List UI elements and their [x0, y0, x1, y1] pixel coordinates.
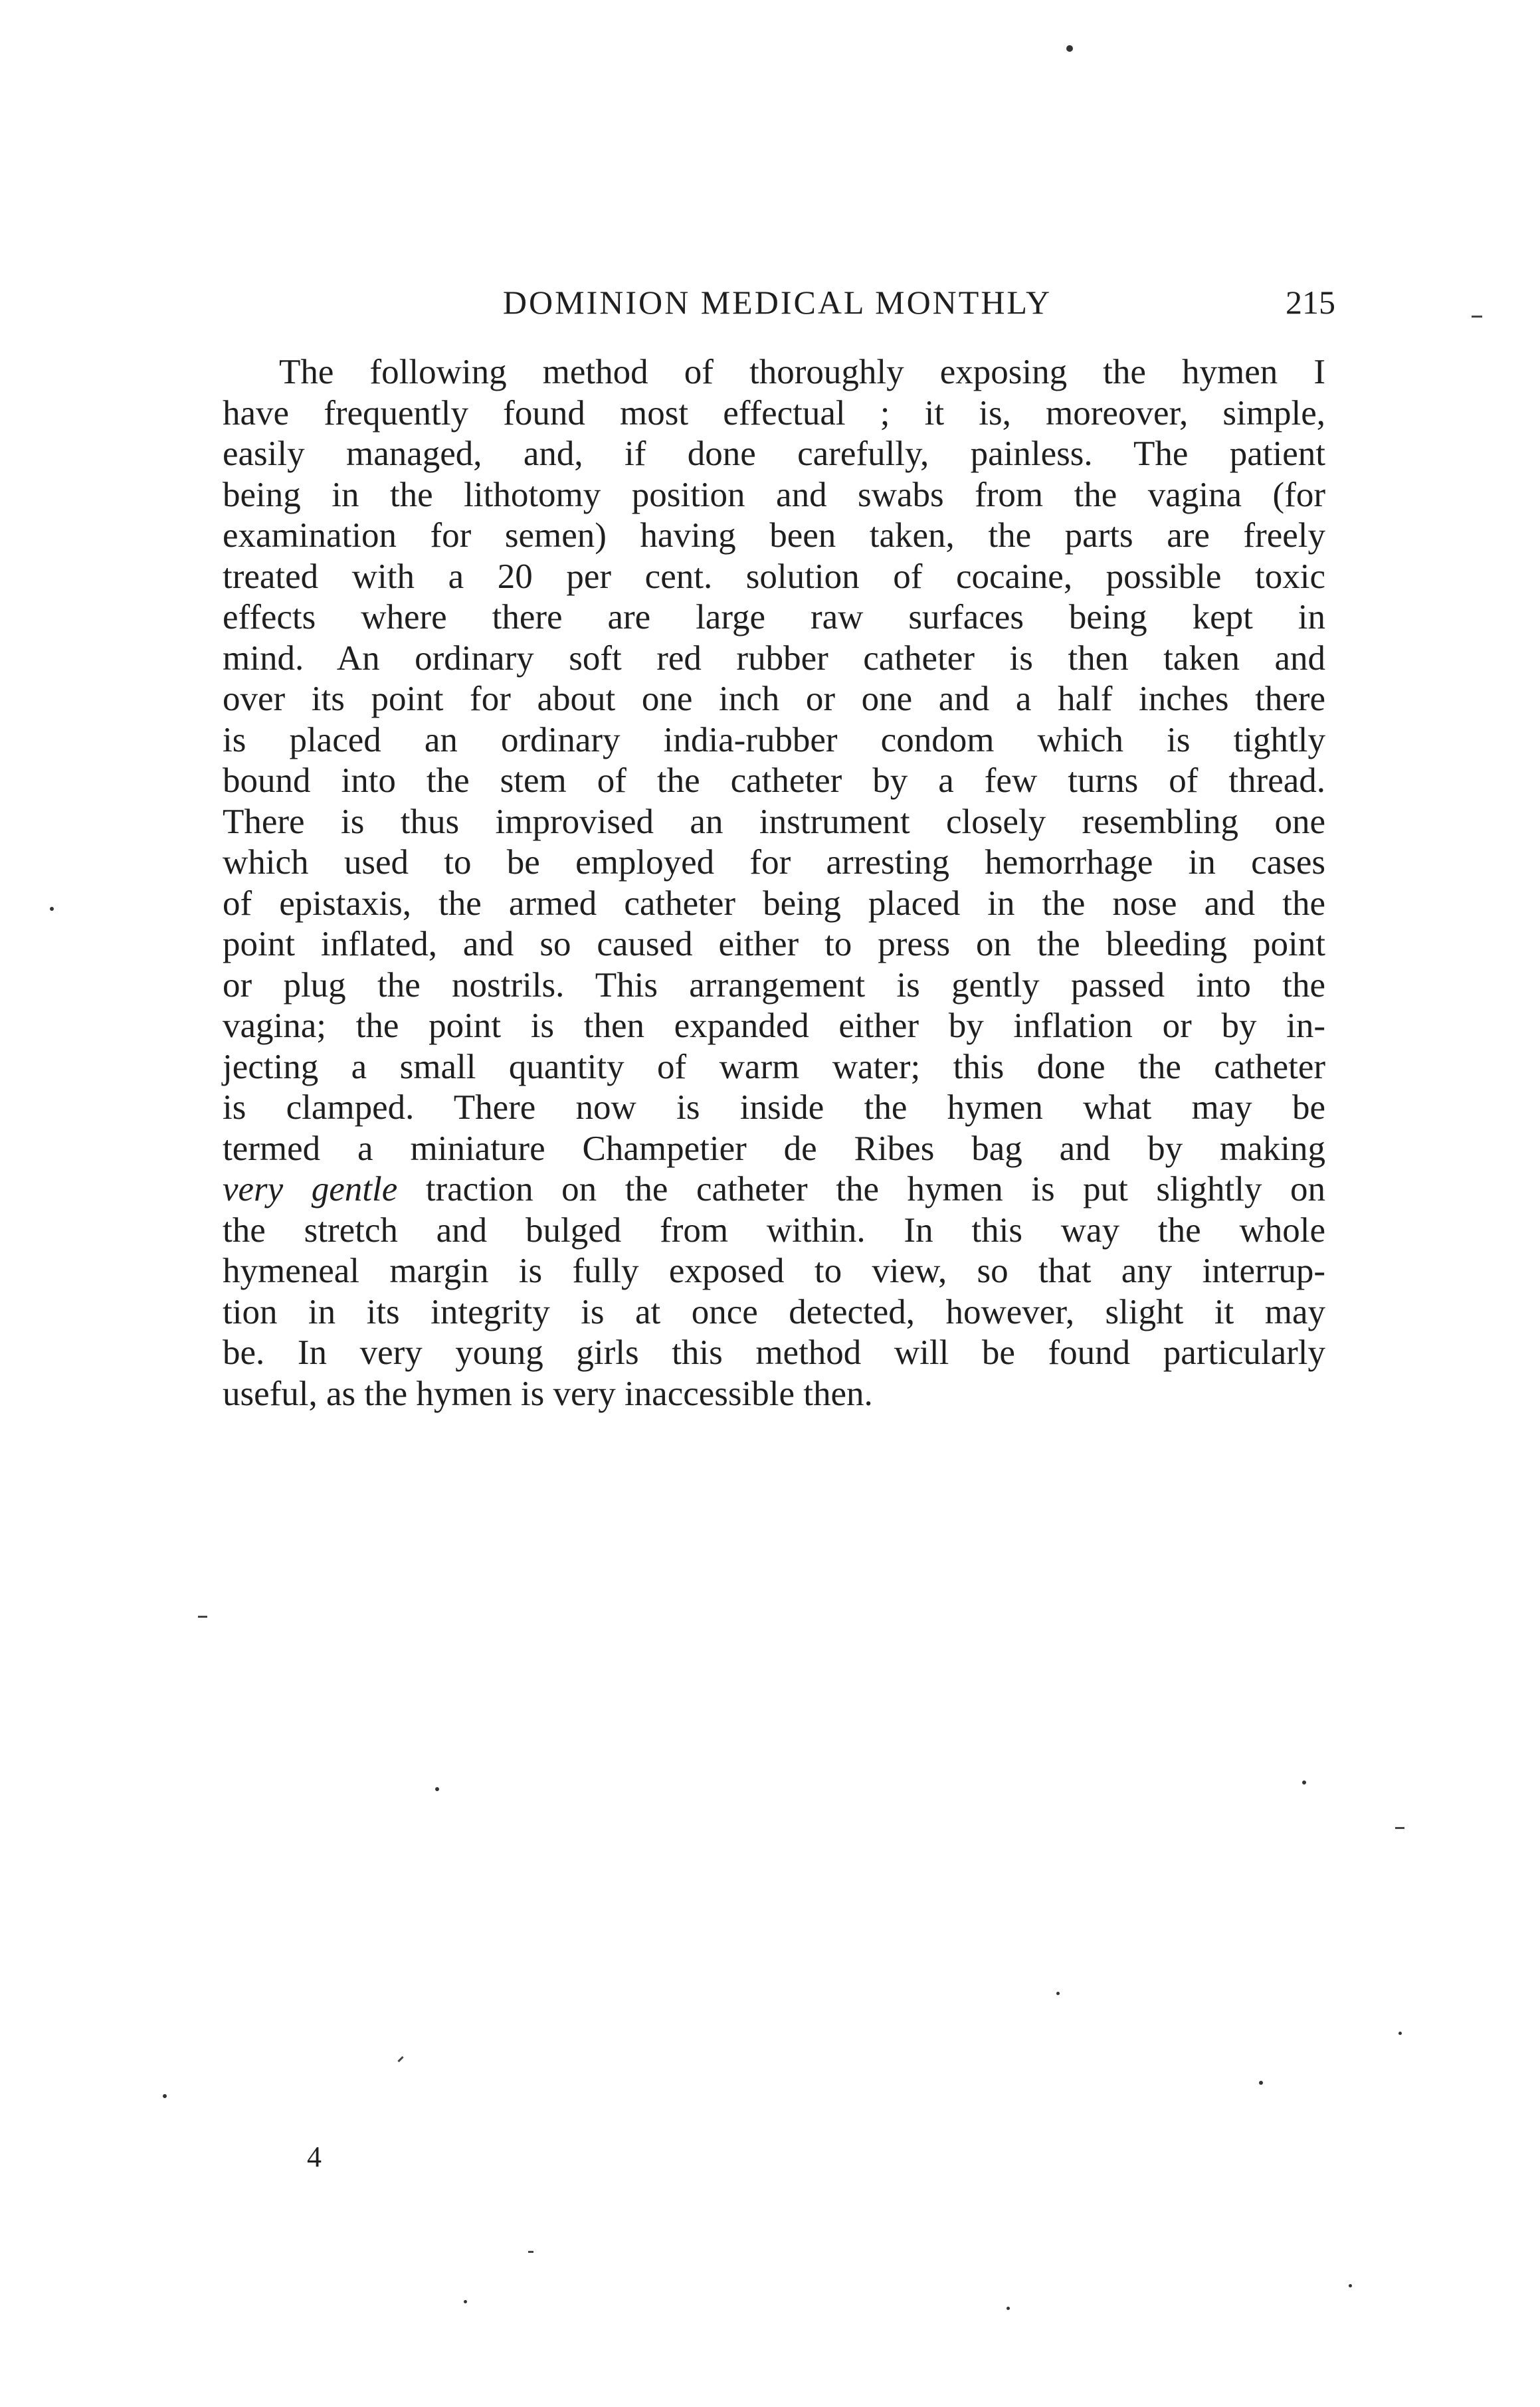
scan-speck [1066, 45, 1073, 52]
emphasis-line-rest: traction on the catheter the hymen is put slightly on [397, 1170, 1325, 1208]
text-line: effects where there are large raw surfaces being kept in [223, 598, 1325, 636]
scan-mark [198, 1616, 207, 1618]
text-line: termed a miniature Champetier de Ribes bag and by making [223, 1129, 1325, 1168]
text-line-emphasis [223, 1169, 1325, 1210]
text-line: vagina; the point is then expanded either by inflation or by in- [223, 1007, 1325, 1045]
scan-speck [464, 2300, 467, 2303]
scan-speck [163, 2094, 167, 2098]
text-line: over its point for about one inch or one and a half inches there [223, 680, 1325, 718]
text-line: treated with a 20 per cent. solution of cocaine, possible toxic [223, 557, 1325, 596]
text-line: is placed an ordinary india-rubber condom which is tightly [223, 720, 1325, 759]
scan-speck [1302, 1781, 1306, 1784]
text-line: useful, as the hymen is very inaccessible then. [223, 1374, 873, 1413]
text-line: of epistaxis, the armed catheter being placed in the nose and the [223, 884, 1325, 923]
scan-speck [1349, 2284, 1352, 2287]
text-line: the stretch and bulged from within. In this way the whole [223, 1210, 1325, 1250]
text-line: jecting a small quantity of warm water; this done the catheter [223, 1047, 1325, 1086]
scan-mark [1472, 316, 1482, 318]
body-paragraph [223, 352, 1325, 1414]
text-line: bound into the stem of the catheter by a few turns of thread. [223, 761, 1325, 800]
text-line: being in the lithotomy position and swabs from the vagina (for [223, 475, 1325, 514]
page-number: 215 [1286, 284, 1335, 321]
running-head [219, 279, 1335, 326]
text-line: be. In very young girls this method will be found particularly [223, 1333, 1325, 1372]
text-line: easily managed, and, if done carefully, painless. The patient [223, 434, 1325, 473]
signature-mark: 4 [307, 2141, 322, 2173]
scan-speck [1056, 1992, 1060, 1995]
scan-speck [435, 1787, 439, 1791]
text-line: hymeneal margin is fully exposed to view, so that any interrup- [223, 1252, 1325, 1290]
scan-speck [1007, 2307, 1010, 2310]
scan-mark [397, 2056, 403, 2062]
scan-speck [1398, 2032, 1402, 2035]
scan-mark [1395, 1827, 1404, 1829]
scan-mark [528, 2251, 533, 2253]
text-line: There is thus improvised an instrument closely resembling one [223, 802, 1325, 841]
emphasis-text: very gentle [223, 1170, 398, 1208]
text-line: tion in its integrity is at once detected, however, slight it may [223, 1292, 1325, 1331]
text-line: examination for semen) having been taken, the parts are freely [223, 516, 1325, 555]
scan-speck [50, 907, 54, 911]
text-line: have frequently found most effectual ; it is, moreover, simple, [223, 393, 1325, 433]
text-line: The following method of thoroughly exposing the hymen I [279, 353, 1325, 391]
text-line: which used to be employed for arresting hemorrhage in cases [223, 843, 1325, 882]
scan-speck [1259, 2081, 1263, 2085]
text-line: mind. An ordinary soft red rubber catheter is then taken and [223, 638, 1325, 678]
text-line: or plug the nostrils. This arrangement is gently passed into the [223, 965, 1325, 1005]
journal-title: DOMINION MEDICAL MONTHLY [502, 284, 1052, 321]
text-line: is clamped. There now is inside the hymen what may be [223, 1088, 1325, 1127]
text-line: point inflated, and so caused either to press on the bleeding point [223, 925, 1325, 963]
